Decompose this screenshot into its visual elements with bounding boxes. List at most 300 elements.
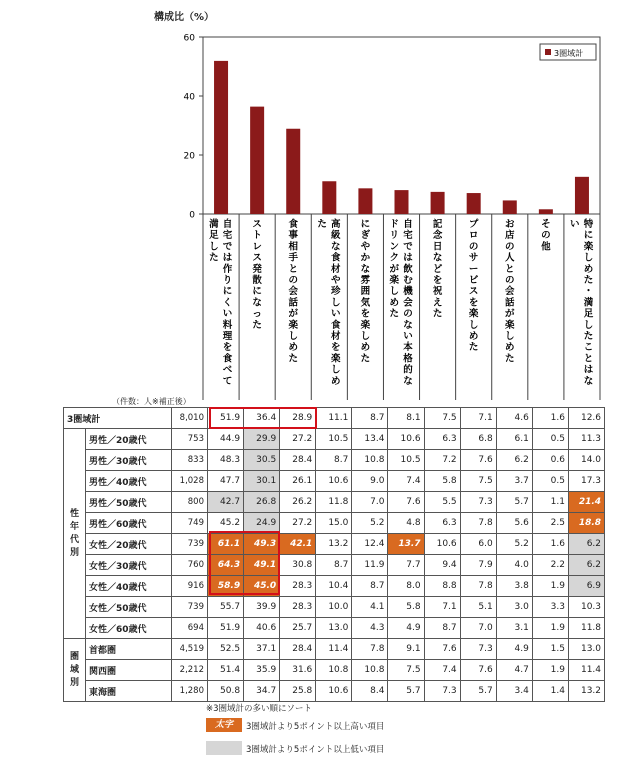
table-cell: 8.7 bbox=[352, 576, 388, 597]
category-label-char: に bbox=[222, 286, 233, 298]
category-label-char: 作 bbox=[222, 263, 233, 275]
table-cell: 50.8 bbox=[208, 681, 244, 702]
category-label-char: ス bbox=[252, 219, 262, 230]
table-cell: 49.3 bbox=[244, 534, 280, 555]
table-cell: 7.5 bbox=[460, 471, 496, 492]
category-label-char: 祝 bbox=[432, 286, 443, 298]
category-label-char: 念 bbox=[432, 230, 443, 242]
category-label-char: 宅 bbox=[222, 230, 233, 242]
table-cell: 30.8 bbox=[280, 555, 316, 576]
row-label: 男性／30歳代 bbox=[86, 450, 172, 471]
table-cell: 7.4 bbox=[388, 471, 424, 492]
category-label-char: で bbox=[222, 241, 233, 253]
table-cell: 3.8 bbox=[496, 576, 532, 597]
table-cell: 6.2 bbox=[496, 450, 532, 471]
category-label-char: ス bbox=[252, 252, 262, 264]
low-legend-swatch bbox=[206, 741, 242, 755]
legend-swatch bbox=[545, 49, 551, 55]
table-cell: 15.0 bbox=[316, 513, 352, 534]
table-cell: 1.9 bbox=[532, 576, 568, 597]
category-label-char: 食 bbox=[331, 252, 341, 264]
table-cell: 48.3 bbox=[208, 450, 244, 471]
table-cell: 25.8 bbox=[280, 681, 316, 702]
category-label-char: で bbox=[403, 241, 413, 253]
row-count: 739 bbox=[172, 534, 208, 555]
row-label: 男性／40歳代 bbox=[86, 471, 172, 492]
category-label-char: と bbox=[505, 263, 515, 275]
row-label: 関西圏 bbox=[86, 660, 172, 681]
category-label-char: 会 bbox=[505, 286, 515, 298]
table-cell: 4.7 bbox=[496, 660, 532, 681]
bar bbox=[503, 200, 517, 214]
row-count: 749 bbox=[172, 513, 208, 534]
table-cell: 49.1 bbox=[244, 555, 280, 576]
table-cell: 7.4 bbox=[424, 660, 460, 681]
row-label: 男性／60歳代 bbox=[86, 513, 172, 534]
category-label-char: た bbox=[288, 353, 298, 365]
table-cell: 7.3 bbox=[424, 681, 460, 702]
table-cell: 7.0 bbox=[460, 618, 496, 639]
table-cell: 4.6 bbox=[496, 408, 532, 429]
table-cell: 39.9 bbox=[244, 597, 280, 618]
bar bbox=[575, 177, 589, 214]
table-cell: 11.9 bbox=[352, 555, 388, 576]
category-label-char: ン bbox=[389, 241, 400, 253]
category-label-char: 宅 bbox=[403, 230, 413, 242]
table-row bbox=[64, 429, 605, 450]
category-label-char: 食 bbox=[222, 353, 233, 365]
category-label-char: ー bbox=[468, 263, 479, 275]
category-label-char: そ bbox=[541, 219, 551, 230]
category-label-char: 発 bbox=[252, 263, 262, 275]
category-label-char: く bbox=[222, 297, 233, 309]
category-label-char: 相 bbox=[288, 241, 298, 253]
table-cell: 28.3 bbox=[280, 597, 316, 618]
row-count: 1,028 bbox=[172, 471, 208, 492]
category-label-char: な bbox=[360, 263, 371, 275]
bar bbox=[322, 181, 336, 214]
table-cell: 7.1 bbox=[460, 408, 496, 429]
category-label-char: 楽 bbox=[583, 241, 594, 253]
table-row bbox=[64, 681, 605, 702]
row-count: 760 bbox=[172, 555, 208, 576]
category-label-char: い bbox=[569, 219, 580, 230]
category-label-char: ・ bbox=[583, 286, 594, 298]
table-cell: 10.4 bbox=[316, 576, 352, 597]
table-cell: 13.2 bbox=[316, 534, 352, 555]
table-cell: 10.8 bbox=[352, 450, 388, 471]
table-cell: 18.8 bbox=[568, 513, 604, 534]
category-label-char: め bbox=[389, 297, 400, 309]
table-cell: 8.7 bbox=[424, 618, 460, 639]
category-label-char: や bbox=[331, 275, 341, 286]
y-tick-label: 60 bbox=[183, 33, 195, 44]
table-cell: 1.6 bbox=[532, 408, 568, 429]
category-label-char: め bbox=[360, 342, 371, 354]
category-label-char: を bbox=[331, 342, 341, 354]
table-cell: 6.2 bbox=[568, 534, 604, 555]
table-cell: 8.1 bbox=[388, 408, 424, 429]
table-cell: 7.0 bbox=[352, 492, 388, 513]
high-legend-swatch: 太字 bbox=[206, 718, 242, 732]
table-cell: 10.5 bbox=[316, 429, 352, 450]
category-label-char: ク bbox=[389, 252, 400, 264]
category-label-char: 材 bbox=[331, 263, 341, 275]
category-label-char: た bbox=[583, 275, 594, 286]
category-label-char: を bbox=[468, 297, 479, 309]
table-cell: 7.8 bbox=[460, 576, 496, 597]
table-cell: 28.4 bbox=[280, 639, 316, 660]
table-cell: 55.7 bbox=[208, 597, 244, 618]
table-cell: 1.1 bbox=[532, 492, 568, 513]
category-label-char: に bbox=[360, 219, 371, 230]
table-cell: 28.4 bbox=[280, 450, 316, 471]
category-label-char: 楽 bbox=[468, 308, 479, 320]
category-label-char: な bbox=[331, 241, 341, 253]
table-cell: 27.2 bbox=[280, 513, 316, 534]
category-label-char: の bbox=[541, 230, 551, 242]
table-cell: 13.4 bbox=[352, 429, 388, 450]
category-label-char: し bbox=[583, 319, 594, 331]
category-label-char: こ bbox=[583, 342, 594, 354]
row-count: 4,519 bbox=[172, 639, 208, 660]
table-cell: 42.1 bbox=[280, 534, 316, 555]
table-cell: 8.7 bbox=[316, 450, 352, 471]
table-cell: 7.3 bbox=[460, 639, 496, 660]
table-cell: 51.9 bbox=[208, 408, 244, 429]
category-label-char: べ bbox=[222, 364, 233, 376]
row-count: 1,280 bbox=[172, 681, 208, 702]
category-label-char: と bbox=[583, 353, 594, 365]
category-label-char: 話 bbox=[288, 297, 298, 309]
table-cell: 3.1 bbox=[496, 618, 532, 639]
bar bbox=[431, 192, 445, 214]
category-label-char: ス bbox=[468, 286, 479, 298]
table-cell: 7.7 bbox=[388, 555, 424, 576]
category-label-char: リ bbox=[389, 230, 400, 242]
table-cell: 7.8 bbox=[352, 639, 388, 660]
category-label-char: た bbox=[505, 353, 515, 365]
category-label-char: 満 bbox=[583, 297, 594, 309]
table-cell: 8.8 bbox=[424, 576, 460, 597]
category-label-char: 珍 bbox=[331, 286, 341, 298]
category-label-char: な bbox=[252, 297, 262, 309]
table-cell: 21.4 bbox=[568, 492, 604, 513]
table-row bbox=[64, 492, 605, 513]
table-cell: 25.7 bbox=[280, 618, 316, 639]
category-label-char: 楽 bbox=[331, 353, 341, 365]
category-label-char: か bbox=[360, 252, 371, 264]
table-cell: 24.9 bbox=[244, 513, 280, 534]
table-cell: 6.0 bbox=[460, 534, 496, 555]
group-label: 圏 域 別 bbox=[64, 639, 86, 702]
table-cell: 1.4 bbox=[532, 681, 568, 702]
table-cell: 7.2 bbox=[424, 450, 460, 471]
table-cell: 11.1 bbox=[316, 408, 352, 429]
table-cell: 4.9 bbox=[496, 639, 532, 660]
category-label-char: 散 bbox=[252, 275, 262, 286]
table-cell: 9.0 bbox=[352, 471, 388, 492]
category-label-char: た bbox=[432, 308, 443, 320]
category-label-char: 気 bbox=[360, 297, 371, 309]
table-cell: 11.8 bbox=[568, 618, 604, 639]
bar bbox=[214, 61, 228, 214]
y-tick-label: 40 bbox=[183, 92, 195, 103]
table-cell: 7.6 bbox=[388, 492, 424, 513]
category-label-char: の bbox=[505, 241, 515, 253]
category-label-char: 会 bbox=[288, 286, 298, 298]
table-row bbox=[64, 576, 605, 597]
category-label-char: を bbox=[222, 342, 233, 354]
category-label-char: が bbox=[389, 263, 400, 275]
category-label-char: し bbox=[331, 364, 341, 376]
category-label-char: 事 bbox=[288, 230, 298, 242]
table-cell: 34.7 bbox=[244, 681, 280, 702]
table-cell: 2.2 bbox=[532, 555, 568, 576]
category-label-char: ビ bbox=[468, 275, 479, 286]
row-count: 753 bbox=[172, 429, 208, 450]
bar bbox=[539, 209, 553, 214]
table-cell: 6.2 bbox=[568, 555, 604, 576]
table-cell: 6.3 bbox=[424, 429, 460, 450]
category-label-char: 機 bbox=[403, 286, 413, 298]
table-cell: 6.8 bbox=[460, 429, 496, 450]
row-count: 694 bbox=[172, 618, 208, 639]
table-cell: 13.2 bbox=[568, 681, 604, 702]
table-cell: 0.5 bbox=[532, 429, 568, 450]
table-cell: 7.6 bbox=[460, 660, 496, 681]
table-cell: 26.2 bbox=[280, 492, 316, 513]
table-cell: 12.6 bbox=[568, 408, 604, 429]
category-label-char: め bbox=[505, 342, 515, 354]
table-cell: 0.6 bbox=[532, 450, 568, 471]
table-cell: 10.8 bbox=[352, 660, 388, 681]
category-label-char: め bbox=[331, 375, 341, 387]
category-label-char: と bbox=[288, 263, 298, 275]
category-label-char: 理 bbox=[222, 331, 233, 342]
table-cell: 6.3 bbox=[424, 513, 460, 534]
category-label-char: し bbox=[360, 331, 371, 342]
table-cell: 11.4 bbox=[568, 660, 604, 681]
table-cell: 42.7 bbox=[208, 492, 244, 513]
category-label-char: 日 bbox=[432, 241, 443, 253]
table-cell: 51.4 bbox=[208, 660, 244, 681]
category-label-char: た bbox=[360, 353, 371, 365]
row-label: 3圏域計 bbox=[64, 408, 172, 429]
category-label-char: 楽 bbox=[288, 319, 298, 331]
y-axis-title: 構成比（%） bbox=[154, 12, 215, 23]
table-cell: 4.1 bbox=[352, 597, 388, 618]
table-cell: 26.8 bbox=[244, 492, 280, 513]
table-cell: 4.3 bbox=[352, 618, 388, 639]
category-label-char: や bbox=[360, 241, 371, 253]
category-label-char: っ bbox=[252, 308, 262, 320]
bar bbox=[286, 129, 300, 214]
table-cell: 5.2 bbox=[496, 534, 532, 555]
table-cell: 17.3 bbox=[568, 471, 604, 492]
category-label-char: 楽 bbox=[360, 319, 371, 331]
category-label-char: 足 bbox=[209, 230, 219, 242]
table-cell: 4.9 bbox=[388, 618, 424, 639]
table-cell: 8.7 bbox=[316, 555, 352, 576]
category-label-char: め bbox=[288, 342, 298, 354]
category-label-char: な bbox=[403, 319, 413, 331]
category-label-char: い bbox=[222, 308, 233, 320]
category-label-char: た bbox=[583, 331, 594, 342]
category-label-char: し bbox=[331, 297, 341, 309]
category-label-char: の bbox=[288, 275, 298, 286]
table-row bbox=[64, 450, 605, 471]
table-cell: 10.8 bbox=[316, 660, 352, 681]
table-cell: 10.6 bbox=[388, 429, 424, 450]
category-label-char: し bbox=[468, 319, 479, 331]
bar bbox=[358, 188, 372, 214]
table-cell: 13.0 bbox=[568, 639, 604, 660]
table-cell: 10.5 bbox=[388, 450, 424, 471]
table-cell: 7.5 bbox=[424, 408, 460, 429]
category-label-char: お bbox=[505, 219, 515, 230]
category-label-char: え bbox=[432, 297, 443, 309]
low-legend-text: 3圏域計より5ポイント以上低い項目 bbox=[246, 745, 385, 755]
table-cell: 40.6 bbox=[244, 618, 280, 639]
category-label-char: 飲 bbox=[403, 263, 413, 275]
table-cell: 10.0 bbox=[316, 597, 352, 618]
table-cell: 7.5 bbox=[388, 660, 424, 681]
table-row bbox=[64, 471, 605, 492]
table-cell: 1.6 bbox=[532, 534, 568, 555]
row-count: 833 bbox=[172, 450, 208, 471]
table-cell: 11.3 bbox=[568, 429, 604, 450]
row-label: 男性／20歳代 bbox=[86, 429, 172, 450]
category-label-char: な bbox=[403, 375, 413, 387]
category-label-char: し bbox=[288, 331, 298, 342]
category-label-char: た bbox=[252, 319, 262, 331]
table-cell: 13.7 bbox=[388, 534, 424, 555]
category-label-char: 自 bbox=[403, 219, 413, 230]
group-label: 性 年 代 別 bbox=[64, 429, 86, 639]
table-cell: 5.8 bbox=[388, 597, 424, 618]
table-cell: 3.4 bbox=[496, 681, 532, 702]
row-count: 8,010 bbox=[172, 408, 208, 429]
table-cell: 11.8 bbox=[316, 492, 352, 513]
category-label-char: ぎ bbox=[360, 230, 371, 242]
table-cell: 7.6 bbox=[424, 639, 460, 660]
table-cell: 7.8 bbox=[460, 513, 496, 534]
category-label-char: 級 bbox=[331, 230, 341, 242]
category-label-char: し bbox=[583, 252, 594, 264]
table-cell: 61.1 bbox=[208, 534, 244, 555]
table-note: （件数：人※補正後） bbox=[112, 397, 191, 406]
category-label-char: 他 bbox=[541, 241, 551, 253]
category-label-char: の bbox=[468, 241, 479, 253]
category-label-char: ロ bbox=[468, 230, 479, 242]
category-label-char: に bbox=[583, 230, 594, 242]
bar bbox=[467, 193, 481, 214]
category-label-char: の bbox=[505, 275, 515, 286]
category-label-char: ト bbox=[252, 230, 262, 242]
table-row bbox=[64, 660, 605, 681]
category-label-char: を bbox=[360, 308, 371, 320]
table-cell: 12.4 bbox=[352, 534, 388, 555]
highlight-box-women bbox=[209, 531, 280, 595]
category-label-char: 話 bbox=[505, 297, 515, 309]
table-cell: 28.3 bbox=[280, 576, 316, 597]
row-label: 女性／40歳代 bbox=[86, 576, 172, 597]
table-cell: 7.6 bbox=[460, 450, 496, 471]
table-cell: 0.5 bbox=[532, 471, 568, 492]
category-label-char: 囲 bbox=[360, 286, 371, 298]
category-label-char: の bbox=[403, 308, 413, 320]
table-cell: 47.7 bbox=[208, 471, 244, 492]
legend-label: 3圏域計 bbox=[554, 49, 584, 58]
category-label-char: は bbox=[403, 252, 413, 264]
category-label-char: ド bbox=[389, 219, 400, 230]
category-label-char: 雰 bbox=[360, 275, 371, 286]
category-label-char: た bbox=[389, 308, 400, 320]
table-cell: 45.2 bbox=[208, 513, 244, 534]
category-label-char: 特 bbox=[583, 219, 594, 230]
table-cell: 10.6 bbox=[316, 471, 352, 492]
table-cell: 3.7 bbox=[496, 471, 532, 492]
category-label-char: は bbox=[222, 252, 233, 264]
category-label-char: が bbox=[505, 308, 515, 320]
category-label-char: は bbox=[583, 364, 594, 376]
table-cell: 58.9 bbox=[208, 576, 244, 597]
category-label-char: を bbox=[432, 275, 443, 286]
row-label: 女性／30歳代 bbox=[86, 555, 172, 576]
table-cell: 30.5 bbox=[244, 450, 280, 471]
category-label-char: 高 bbox=[331, 219, 341, 230]
row-count: 916 bbox=[172, 576, 208, 597]
table-row bbox=[64, 597, 605, 618]
category-label-char: 足 bbox=[583, 308, 594, 320]
table-cell: 31.6 bbox=[280, 660, 316, 681]
table-cell: 26.1 bbox=[280, 471, 316, 492]
category-label-char: り bbox=[222, 275, 233, 286]
category-label-char: 的 bbox=[403, 364, 413, 376]
table-cell: 10.6 bbox=[424, 534, 460, 555]
table-cell: 10.3 bbox=[568, 597, 604, 618]
category-label-char: ど bbox=[432, 263, 443, 275]
table-cell: 28.9 bbox=[280, 408, 316, 429]
table-row bbox=[64, 618, 605, 639]
table-row bbox=[64, 408, 605, 429]
category-label-char: む bbox=[403, 275, 413, 286]
table-cell: 7.1 bbox=[424, 597, 460, 618]
data-table bbox=[63, 407, 605, 702]
table-cell: 44.9 bbox=[208, 429, 244, 450]
category-label-char: い bbox=[331, 308, 341, 320]
table-row bbox=[64, 555, 605, 576]
category-label-char: 食 bbox=[288, 219, 298, 230]
table-cell: 3.3 bbox=[532, 597, 568, 618]
row-label: 女性／50歳代 bbox=[86, 597, 172, 618]
row-label: 女性／20歳代 bbox=[86, 534, 172, 555]
table-row bbox=[64, 639, 605, 660]
table-row bbox=[64, 534, 605, 555]
table-cell: 14.0 bbox=[568, 450, 604, 471]
table-cell: 7.9 bbox=[460, 555, 496, 576]
category-label-char: た bbox=[317, 219, 327, 230]
table-cell: 52.5 bbox=[208, 639, 244, 660]
table-cell: 10.6 bbox=[316, 681, 352, 702]
table-cell: 11.4 bbox=[316, 639, 352, 660]
category-label-char: 格 bbox=[403, 353, 413, 365]
table-cell: 64.3 bbox=[208, 555, 244, 576]
category-label-char: 店 bbox=[505, 230, 515, 242]
y-tick-label: 20 bbox=[183, 151, 195, 162]
highlight-box-total bbox=[209, 407, 317, 429]
